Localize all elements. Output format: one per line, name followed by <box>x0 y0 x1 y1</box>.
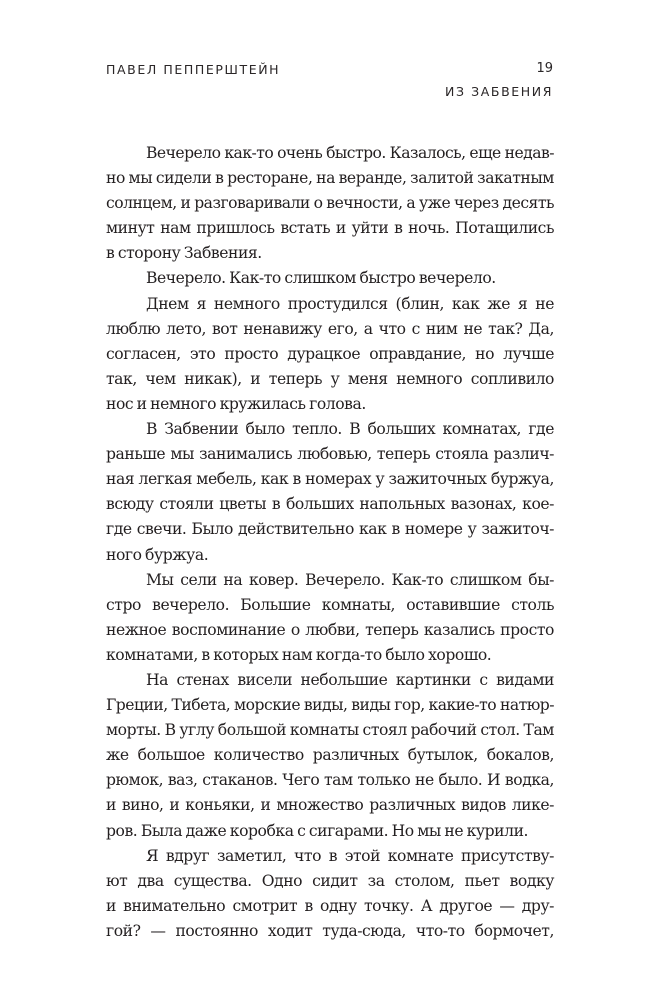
text-line: согласен, это просто дурацкое оправдание, но лучше <box>106 344 554 363</box>
text-line: Днем я немного простудился (блин, как же я не <box>146 294 554 313</box>
text-line: в сторону Забвения. <box>106 244 262 263</box>
text-line: где свечи. Было действительно как в номере у зажиточ- <box>106 520 554 539</box>
text-line: ного буржуа. <box>106 545 209 564</box>
text-line: же большое количество различных бутылок, бокалов, <box>106 746 554 765</box>
text-line: и внимательно смотрит в одну точку. А другое — дру- <box>106 896 554 915</box>
text-line: люблю лето, вот ненавижу его, а что с ним не так? Да, <box>106 319 554 338</box>
text-line: Мы сели на ковер. Вечерело. Как-то слишком бы- <box>146 570 554 589</box>
text-line: гой? — постоянно ходит туда-сюда, что-то бормочет, <box>106 921 554 940</box>
text-line: нежное воспоминание о любви, теперь казались просто <box>106 620 554 639</box>
text-line: солнцем, и разговаривали о вечности, а уже через десять <box>106 194 554 213</box>
text-line: ная легкая мебель, как в номерах у зажиточных буржуа, <box>106 470 554 489</box>
running-header-author: ПАВЕЛ ПЕППЕРШТЕЙН <box>106 62 281 77</box>
text-line: Вечерело. Как-то слишком быстро вечерело. <box>146 269 496 288</box>
text-line: минут нам пришлось встать и уйти в ночь. Потащились <box>106 219 554 238</box>
text-line: На стенах висели небольшие картинки с видами <box>146 670 554 689</box>
text-line: но мы сидели в ресторане, на веранде, залитой закатным <box>106 169 554 188</box>
text-line: стро вечерело. Большие комнаты, оставившие столь <box>106 595 554 614</box>
text-line: ют два существа. Одно сидит за столом, пьет водку <box>106 871 554 890</box>
text-line: В Забвении было тепло. В больших комнатах, где <box>146 420 554 439</box>
running-header-chapter: ИЗ ЗАБВЕНИЯ <box>445 84 553 99</box>
text-line: так, чем никак), и теперь у меня немного сопливило <box>106 369 554 388</box>
text-line: нос и немного кружилась голова. <box>106 394 366 413</box>
text-line: и вино, и коньяки, и множество различных видов лике- <box>106 796 554 815</box>
text-line: ров. Была даже коробка с сигарами. Но мы не курили. <box>106 821 529 840</box>
text-line: рюмок, ваз, стаканов. Чего там только не было. И водка, <box>106 771 554 790</box>
text-line: Вечерело как-то очень быстро. Казалось, еще недав- <box>146 144 554 162</box>
text-line: Я вдруг заметил, что в этой комнате присутству- <box>146 846 554 865</box>
text-line: морты. В углу большой комнаты стоял рабочий стол. Там <box>106 721 554 740</box>
text-line: комнатами, в которых нам когда-то было хорошо. <box>106 645 492 664</box>
body-text <box>106 141 554 944</box>
text-line: всюду стояли цветы в больших напольных вазонах, кое- <box>106 495 554 514</box>
page-number: 19 <box>536 61 553 76</box>
text-line: раньше мы занимались любовью, теперь стояла различ- <box>106 445 554 464</box>
text-line: Греции, Тибета, морские виды, виды гор, какие-то натюр- <box>106 696 554 715</box>
